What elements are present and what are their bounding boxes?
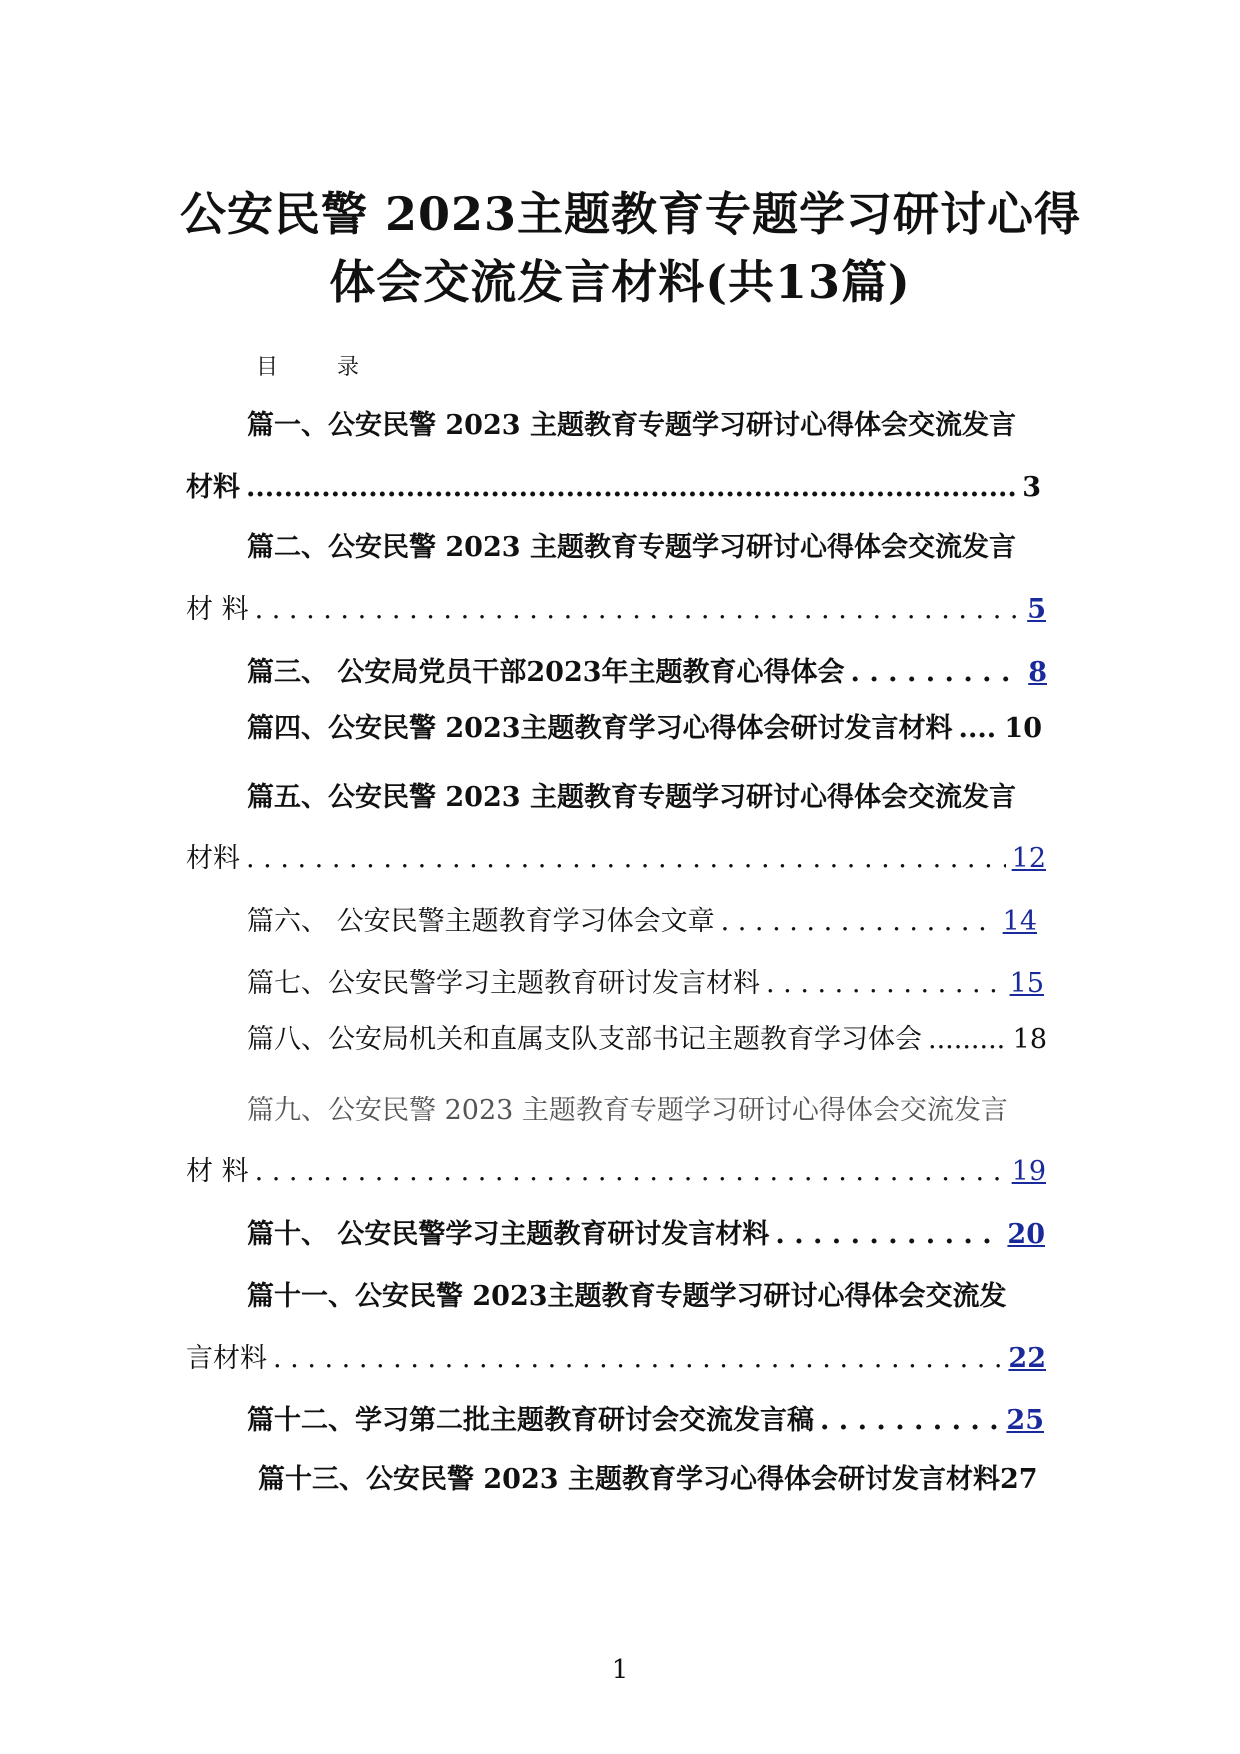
- toc-entry-5-cont-text: 材料: [186, 843, 240, 874]
- page-number: 1: [611, 1655, 629, 1685]
- title-line-2: 体会交流发言材料(共13篇): [329, 255, 911, 309]
- toc-leader-dots: [775, 1215, 1001, 1255]
- toc-entry-7-title: 篇七、公安民警学习主题教育研讨发言材料: [247, 968, 760, 999]
- toc-leader-dots: [255, 590, 1022, 630]
- toc-entry-1-title[interactable]: 篇一、公安民警 2023 主题教育专题学习研讨心得体会交流发言: [247, 410, 1016, 441]
- title-line-1: 公安民警 2023主题教育专题学习研讨心得: [180, 187, 1082, 241]
- toc-entry-6-title: 篇六、 公安民警主题教育学习体会文章: [247, 906, 715, 937]
- toc-entry-11-cont-text: 言材料: [186, 1343, 267, 1374]
- toc-entry-8[interactable]: [247, 1020, 1047, 1060]
- toc-entry-4[interactable]: [247, 709, 1042, 749]
- toc-entry-9-cont-text: 材 料: [186, 1156, 249, 1187]
- toc-entry-1-continuation[interactable]: [186, 468, 1041, 508]
- toc-entry-9-continuation[interactable]: [186, 1152, 1046, 1192]
- toc-entry-13-title: 篇十三、公安民警 2023 主题教育学习心得体会研讨发言材料: [258, 1464, 1000, 1495]
- toc-entry-2-title[interactable]: 篇二、公安民警 2023 主题教育专题学习研讨心得体会交流发言: [247, 532, 1016, 563]
- toc-entry-11-continuation[interactable]: [186, 1339, 1046, 1379]
- toc-entry-3-page-link[interactable]: 8: [1028, 657, 1047, 688]
- toc-entry-12[interactable]: [247, 1401, 1044, 1441]
- toc-entry-5-title[interactable]: 篇五、公安民警 2023 主题教育专题学习研讨心得体会交流发言: [247, 782, 1016, 813]
- toc-entry-10-page-link[interactable]: 20: [1007, 1219, 1045, 1250]
- toc-entry-13[interactable]: [258, 1460, 1038, 1500]
- toc-entry-8-page: 18: [1012, 1024, 1047, 1055]
- toc-entry-3-title: 篇三、 公安局党员干部2023年主题教育心得体会: [247, 657, 845, 688]
- toc-entry-1-cont-text: 材料: [186, 472, 240, 503]
- toc-entry-4-page: 10: [1004, 713, 1042, 744]
- toc-leader-dots: [766, 964, 1004, 1004]
- toc-entry-7[interactable]: [247, 964, 1044, 1004]
- toc-entry-2-cont-text: 材 料: [186, 594, 249, 625]
- toc-entry-6[interactable]: [247, 902, 1037, 942]
- toc-leader-dots: [928, 1020, 1007, 1060]
- toc-entry-10-title: 篇十、 公安民警学习主题教育研讨发言材料: [247, 1219, 770, 1250]
- toc-leader-dots: [246, 468, 1016, 508]
- toc-entry-13-page: 27: [999, 1464, 1038, 1495]
- toc-entry-12-title: 篇十二、学习第二批主题教育研讨会交流发言稿: [247, 1405, 814, 1436]
- toc-entry-10[interactable]: [247, 1215, 1045, 1255]
- toc-heading: 目 录: [256, 355, 385, 380]
- toc-entry-3[interactable]: [247, 653, 1047, 693]
- toc-leader-dots: [820, 1401, 1000, 1441]
- toc-leader-dots: [721, 902, 997, 942]
- document-title: [180, 180, 1082, 316]
- toc-entry-1-page: 3: [1022, 472, 1041, 503]
- toc-entry-9-page-link[interactable]: 19: [1011, 1156, 1046, 1187]
- toc-entry-2-continuation[interactable]: [186, 590, 1046, 630]
- toc-entry-5-continuation[interactable]: [186, 839, 1046, 879]
- toc-leader-dots: [959, 709, 999, 749]
- toc-leader-dots: [273, 1339, 1002, 1379]
- toc-entry-6-page-link[interactable]: 14: [1002, 906, 1037, 937]
- toc-entry-4-title: 篇四、公安民警 2023主题教育学习心得体会研讨发言材料: [247, 713, 953, 744]
- toc-entry-11-title[interactable]: 篇十一、公安民警 2023主题教育专题学习研讨心得体会交流发: [247, 1281, 1007, 1312]
- toc-leader-dots: [851, 653, 1023, 693]
- toc-entry-8-title: 篇八、公安局机关和直属支队支部书记主题教育学习体会: [247, 1024, 922, 1055]
- toc-entry-9-title[interactable]: 篇九、公安民警 2023 主题教育专题学习研讨心得体会交流发言: [247, 1095, 1008, 1126]
- toc-entry-5-page-link[interactable]: 12: [1011, 843, 1046, 874]
- toc-entry-7-page-link[interactable]: 15: [1009, 968, 1044, 999]
- toc-leader-dots: [246, 839, 1006, 879]
- toc-entry-2-page-link[interactable]: 5: [1027, 594, 1046, 625]
- toc-entry-11-page-link[interactable]: 22: [1008, 1343, 1046, 1374]
- toc-leader-dots: [255, 1152, 1006, 1192]
- toc-entry-12-page-link[interactable]: 25: [1006, 1405, 1044, 1436]
